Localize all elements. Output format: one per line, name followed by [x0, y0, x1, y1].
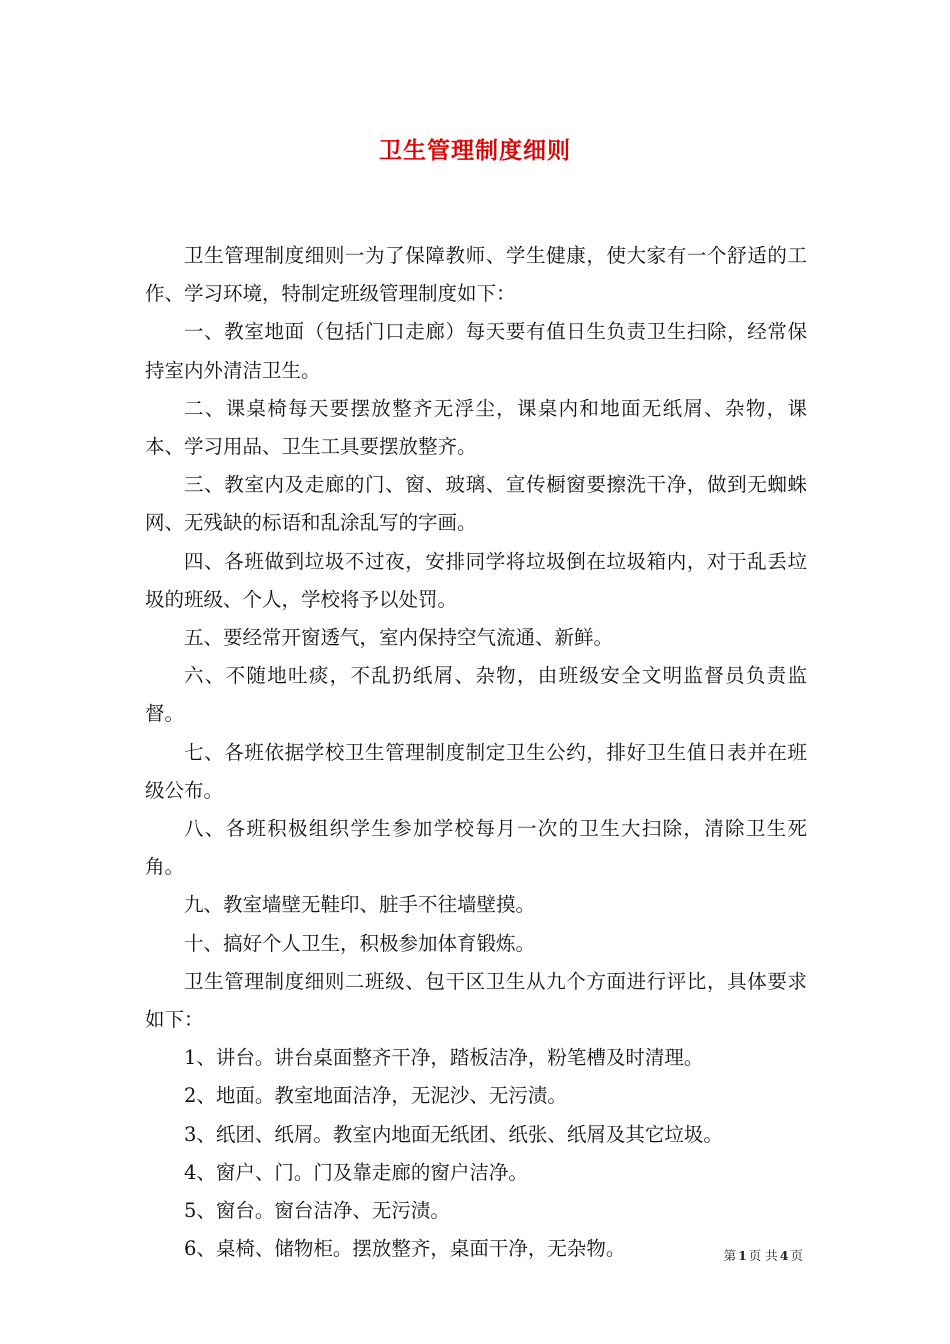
footer-middle: 页 共	[748, 1248, 778, 1263]
paragraph-rule-6: 六、不随地吐痰，不乱扔纸屑、杂物，由班级安全文明监督员负责监督。	[145, 664, 807, 726]
paragraph-rule-1: 一、教室地面（包括门口走廊）每天要有值日生负责卫生扫除，经常保持室内外清洁卫生。	[145, 320, 807, 382]
paragraph-rule-7: 七、各班依据学校卫生管理制度制定卫生公约，排好卫生值日表并在班级公布。	[145, 740, 807, 802]
footer-total-pages: 4	[779, 1248, 789, 1263]
paragraph-rule-8: 八、各班积极组织学生参加学校每月一次的卫生大扫除，清除卫生死角。	[145, 817, 807, 879]
paragraph-rule-9: 九、教室墙壁无鞋印、脏手不往墙壁摸。	[184, 893, 536, 917]
footer-suffix: 页	[790, 1248, 803, 1263]
paragraph-item-2: 2、地面。教室地面洁净，无泥沙、无污渍。	[184, 1084, 567, 1108]
paragraph-rule-4: 四、各班做到垃圾不过夜，安排同学将垃圾倒在垃圾箱内，对于乱丢垃圾的班级、个人，学校将予以处罚。	[145, 549, 807, 611]
page-footer	[723, 1246, 804, 1264]
footer-current-page: 1	[738, 1248, 747, 1263]
paragraph-intro-2: 卫生管理制度细则二班级、包干区卫生从九个方面进行评比，具体要求如下：	[145, 969, 807, 1032]
paragraph-rule-10: 十、搞好个人卫生，积极参加体育锻炼。	[184, 931, 536, 955]
document-title: 卫生管理制度细则	[379, 137, 571, 164]
paragraph-item-5: 5、窗台。窗台洁净、无污渍。	[184, 1199, 450, 1223]
document-body	[145, 237, 807, 1268]
footer-prefix: 第	[723, 1248, 737, 1263]
paragraph-item-3: 3、纸团、纸屑。教室内地面无纸团、纸张、纸屑及其它垃圾。	[184, 1122, 723, 1146]
paragraph-item-1: 1、讲台。讲台桌面整齐干净，踏板洁净，粉笔槽及时清理。	[184, 1046, 704, 1070]
paragraph-rule-5: 五、要经常开窗透气，室内保持空气流通、新鲜。	[184, 626, 614, 650]
paragraph-item-4: 4、窗户、门。门及靠走廊的窗户洁净。	[184, 1160, 528, 1184]
paragraph-rule-2: 二、课桌椅每天要摆放整齐无浮尘，课桌内和地面无纸屑、杂物，课本、学习用品、卫生工具要摆放整齐。	[145, 396, 807, 459]
paragraph-item-6: 6、桌椅、储物柜。摆放整齐，桌面干净，无杂物。	[184, 1237, 626, 1261]
paragraph-intro-1: 卫生管理制度细则一为了保障教师、学生健康，使大家有一个舒适的工作、学习环境，特制定班级管理制度如下：	[145, 244, 807, 306]
paragraph-rule-3: 三、教室内及走廊的门、窗、玻璃、宣传橱窗要擦洗干净，做到无蜘蛛网、无残缺的标语和乱涂乱写的字画。	[145, 473, 807, 535]
